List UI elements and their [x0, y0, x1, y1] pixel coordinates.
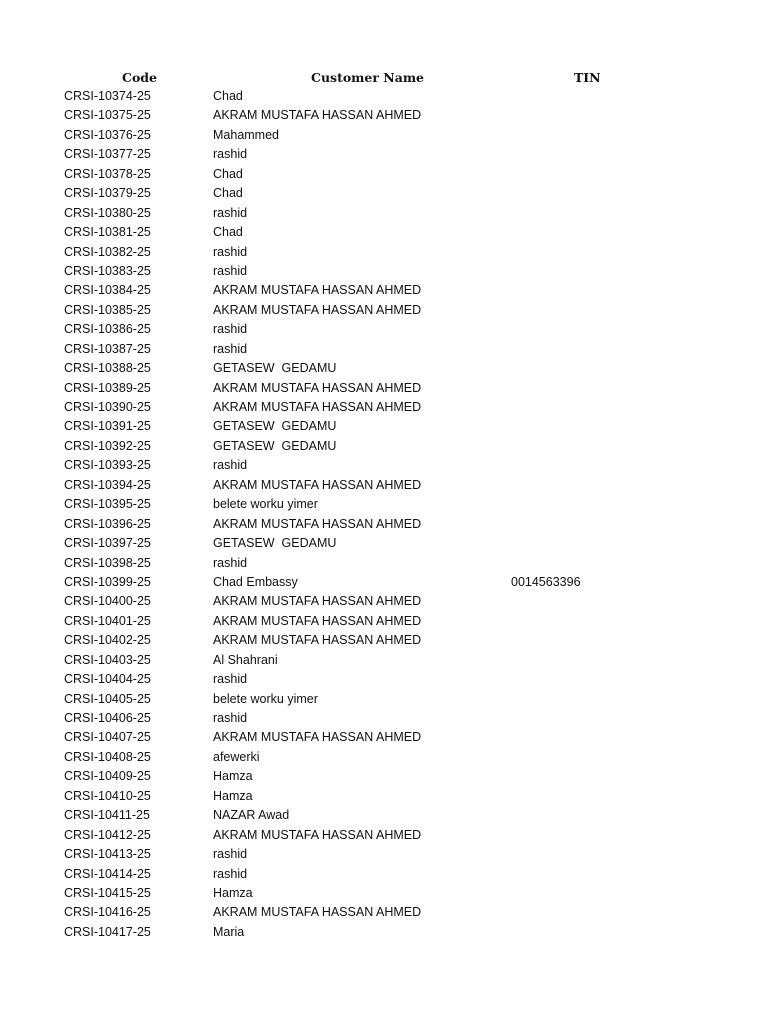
cell-customer-name: GETASEW GEDAMU	[213, 419, 337, 434]
cell-code: CRSI-10414-25	[64, 866, 151, 881]
cell-customer-name: Chad	[213, 89, 243, 103]
table-row	[0, 806, 768, 825]
table-row	[0, 417, 768, 436]
cell-customer-name: Chad Embassy	[213, 574, 298, 589]
cell-code: CRSI-10399-25	[64, 574, 151, 589]
table-row	[0, 515, 768, 534]
table-row	[0, 573, 768, 592]
cell-customer-name: rashid	[213, 341, 248, 356]
table-row	[0, 145, 768, 164]
table-row	[0, 184, 768, 203]
cell-code: CRSI-10401-25	[64, 613, 151, 628]
cell-code: CRSI-10388-25	[64, 361, 151, 376]
cell-customer-name: GETASEW GEDAMU	[213, 361, 337, 376]
cell-customer-name: GETASEW GEDAMU	[213, 536, 337, 551]
cell-code: CRSI-10416-25	[64, 905, 151, 920]
table-header	[0, 70, 768, 88]
table-row	[0, 204, 768, 223]
table-row	[0, 865, 768, 884]
table-row	[0, 554, 768, 573]
cell-customer-name: AKRAM MUSTAFA HASSAN AHMED	[213, 380, 422, 395]
table-row	[0, 670, 768, 689]
cell-code: CRSI-10403-25	[64, 652, 151, 667]
table-row	[0, 340, 768, 359]
cell-customer-name: rashid	[213, 205, 248, 220]
table-row	[0, 398, 768, 417]
cell-code: CRSI-10387-25	[64, 341, 151, 356]
table-row	[0, 728, 768, 747]
cell-code: CRSI-10409-25	[64, 769, 151, 784]
cell-customer-name: Chad	[213, 166, 243, 181]
cell-customer-name: AKRAM MUSTAFA HASSAN AHMED	[213, 633, 422, 648]
cell-customer-name: rashid	[213, 263, 248, 278]
table-row	[0, 826, 768, 845]
table-row	[0, 106, 768, 125]
cell-customer-name: AKRAM MUSTAFA HASSAN AHMED	[213, 302, 422, 317]
cell-customer-name: belete worku yimer	[213, 497, 318, 512]
header-customer-name: Customer Name	[311, 70, 425, 85]
cell-code: CRSI-10392-25	[64, 438, 151, 453]
table-row	[0, 126, 768, 145]
cell-customer-name: belete worku yimer	[213, 691, 318, 706]
cell-code: CRSI-10383-25	[64, 263, 151, 278]
table-row	[0, 787, 768, 806]
cell-code: CRSI-10389-25	[64, 380, 151, 395]
cell-customer-name: AKRAM MUSTAFA HASSAN AHMED	[213, 400, 422, 414]
cell-customer-name: NAZAR Awad	[213, 808, 290, 823]
cell-customer-name: Mahammed	[213, 127, 279, 142]
table-row	[0, 495, 768, 514]
table-row	[0, 476, 768, 495]
cell-code: CRSI-10397-25	[64, 536, 151, 551]
cell-code: CRSI-10411-25	[64, 808, 150, 823]
header-tin: TIN	[574, 70, 601, 85]
cell-customer-name: rashid	[213, 711, 248, 725]
cell-customer-name: Hamza	[213, 769, 253, 784]
cell-customer-name: AKRAM MUSTAFA HASSAN AHMED	[213, 730, 422, 745]
table-row	[0, 534, 768, 553]
cell-code: CRSI-10406-25	[64, 711, 151, 725]
cell-customer-name: rashid	[213, 458, 248, 473]
cell-code: CRSI-10408-25	[64, 749, 151, 764]
cell-customer-name: Chad	[213, 225, 243, 240]
table-row	[0, 437, 768, 456]
cell-customer-name: AKRAM MUSTAFA HASSAN AHMED	[213, 905, 422, 920]
cell-code: CRSI-10412-25	[64, 827, 151, 842]
table-row	[0, 301, 768, 320]
table-row	[0, 709, 768, 728]
cell-customer-name: AKRAM MUSTAFA HASSAN AHMED	[213, 827, 422, 842]
table-row	[0, 243, 768, 262]
cell-customer-name: rashid	[213, 866, 248, 881]
table-row	[0, 359, 768, 378]
cell-code: CRSI-10375-25	[64, 108, 151, 123]
cell-code: CRSI-10402-25	[64, 633, 151, 648]
cell-code: CRSI-10407-25	[64, 730, 151, 745]
table-row	[0, 923, 768, 942]
table-row	[0, 690, 768, 709]
cell-code: CRSI-10417-25	[64, 924, 151, 939]
cell-code: CRSI-10377-25	[64, 147, 151, 162]
cell-customer-name: AKRAM MUSTAFA HASSAN AHMED	[213, 594, 422, 609]
cell-code: CRSI-10395-25	[64, 497, 151, 512]
cell-code: CRSI-10394-25	[64, 477, 151, 492]
cell-code: CRSI-10384-25	[64, 283, 151, 298]
cell-customer-name: Al Shahrani	[213, 652, 278, 667]
cell-customer-name: AKRAM MUSTAFA HASSAN AHMED	[213, 283, 422, 298]
table-row	[0, 903, 768, 922]
cell-customer-name: rashid	[213, 847, 248, 862]
cell-code: CRSI-10400-25	[64, 594, 151, 609]
table-row	[0, 612, 768, 631]
cell-customer-name: AKRAM MUSTAFA HASSAN AHMED	[213, 613, 422, 628]
cell-tin: 0014563396	[511, 574, 581, 589]
cell-code: CRSI-10379-25	[64, 186, 151, 201]
table-row	[0, 456, 768, 475]
cell-code: CRSI-10404-25	[64, 672, 151, 687]
header-code: Code	[122, 70, 157, 85]
cell-code: CRSI-10405-25	[64, 691, 151, 706]
cell-code: CRSI-10390-25	[64, 400, 151, 414]
cell-code: CRSI-10378-25	[64, 166, 151, 181]
cell-customer-name: afewerki	[213, 749, 260, 764]
table-body	[0, 87, 768, 942]
table-row	[0, 223, 768, 242]
cell-code: CRSI-10396-25	[64, 516, 151, 531]
cell-code: CRSI-10410-25	[64, 788, 151, 803]
cell-customer-name: rashid	[213, 244, 248, 259]
cell-code: CRSI-10374-25	[64, 89, 151, 103]
cell-customer-name: Chad	[213, 186, 243, 201]
cell-code: CRSI-10386-25	[64, 322, 151, 337]
cell-code: CRSI-10391-25	[64, 419, 151, 434]
table-row	[0, 165, 768, 184]
table-row	[0, 379, 768, 398]
table-row	[0, 320, 768, 339]
table-row	[0, 281, 768, 300]
cell-customer-name: rashid	[213, 672, 248, 687]
cell-customer-name: rashid	[213, 555, 248, 570]
cell-customer-name: rashid	[213, 322, 248, 337]
table-row	[0, 262, 768, 281]
table-row	[0, 651, 768, 670]
cell-code: CRSI-10382-25	[64, 244, 151, 259]
cell-code: CRSI-10393-25	[64, 458, 151, 473]
table-row	[0, 87, 768, 106]
cell-code: CRSI-10381-25	[64, 225, 151, 240]
cell-code: CRSI-10376-25	[64, 127, 151, 142]
cell-customer-name: AKRAM MUSTAFA HASSAN AHMED	[213, 108, 422, 123]
cell-customer-name: AKRAM MUSTAFA HASSAN AHMED	[213, 477, 422, 492]
cell-code: CRSI-10385-25	[64, 302, 151, 317]
cell-customer-name: Hamza	[213, 885, 253, 900]
cell-customer-name: Maria	[213, 924, 245, 939]
cell-customer-name: GETASEW GEDAMU	[213, 438, 337, 453]
table-row	[0, 845, 768, 864]
cell-code: CRSI-10380-25	[64, 205, 151, 220]
cell-customer-name: Hamza	[213, 788, 253, 803]
table-row	[0, 592, 768, 611]
table-row	[0, 748, 768, 767]
cell-code: CRSI-10413-25	[64, 847, 151, 862]
cell-code: CRSI-10415-25	[64, 885, 151, 900]
cell-customer-name: rashid	[213, 147, 248, 162]
cell-customer-name: AKRAM MUSTAFA HASSAN AHMED	[213, 516, 422, 531]
table-row	[0, 884, 768, 903]
table-row	[0, 767, 768, 786]
cell-code: CRSI-10398-25	[64, 555, 151, 570]
table-row	[0, 631, 768, 650]
